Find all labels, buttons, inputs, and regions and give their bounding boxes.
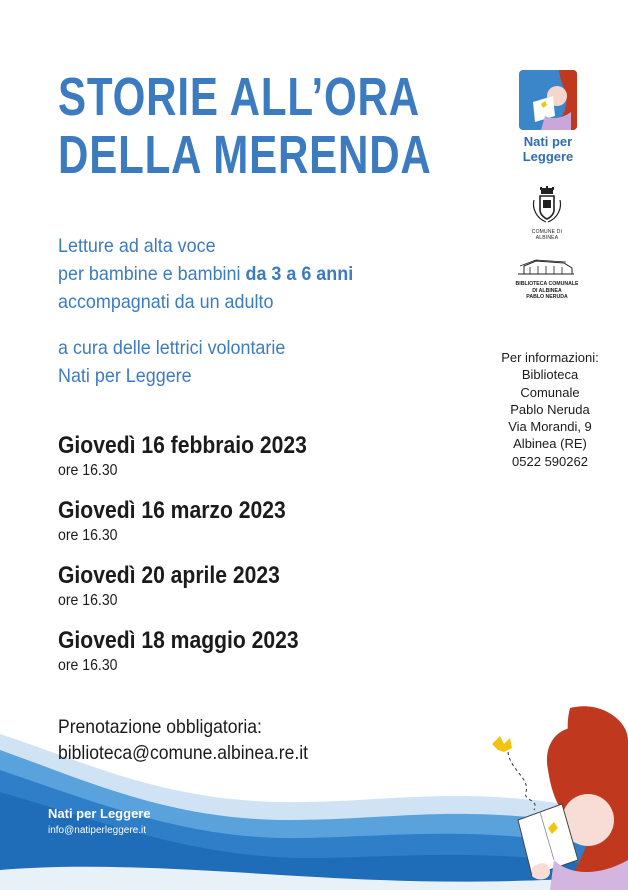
- biblio-caption-line-2: DI ALBINEA: [532, 287, 562, 294]
- contact-info: [498, 349, 602, 470]
- biblio-caption-line-1: BIBLIOTECA COMUNALE: [515, 281, 579, 287]
- reading-child-logo-icon: [519, 70, 577, 130]
- biblioteca-logo: [514, 258, 580, 301]
- date-label: Giovedì 16 febbraio 2023: [58, 432, 307, 459]
- date-label: Giovedì 16 marzo 2023: [58, 497, 286, 524]
- time-label: ore 16.30: [58, 462, 118, 479]
- date-item: [58, 562, 341, 612]
- intro-line-2-prefix: per bambine e bambini: [58, 263, 246, 285]
- footer-email: info@natiperleggere.it: [48, 825, 146, 836]
- library-building-icon: [516, 258, 578, 276]
- intro-line-4: a cura delle lettrici volontarie: [58, 337, 286, 359]
- date-label: Giovedì 18 maggio 2023: [58, 627, 299, 654]
- intro-line-5: Nati per Leggere: [58, 365, 192, 387]
- npl-logo-line-1: Nati per: [523, 134, 573, 149]
- info-line: 0522 590262: [512, 453, 588, 469]
- child-reading-illustration: [470, 700, 628, 890]
- npl-logo-line-2: Leggere: [522, 149, 574, 164]
- butterfly-icon: [492, 736, 512, 752]
- dates-list: [58, 432, 341, 692]
- info-line: Biblioteca: [521, 367, 579, 383]
- intro-line-2: [58, 260, 444, 288]
- booking-label: Prenotazione obbligatoria:: [58, 716, 262, 738]
- time-label: ore 16.30: [58, 592, 118, 609]
- info-line: Via Morandi, 9: [508, 419, 592, 435]
- info-line: Albinea (RE): [513, 436, 587, 452]
- poster-title: [58, 68, 432, 184]
- intro-text: [58, 232, 444, 390]
- time-label: ore 16.30: [58, 657, 118, 674]
- booking-email: biblioteca@comune.albinea.re.it: [58, 742, 309, 764]
- age-range: da 3 a 6 anni: [245, 263, 354, 285]
- title-line-2: DELLA MERENDA: [58, 125, 432, 185]
- date-label: Giovedì 20 aprile 2023: [58, 562, 280, 589]
- biblio-caption-line-3: PABLO NERUDA: [526, 294, 568, 300]
- info-line: Comunale: [520, 384, 580, 400]
- title-line-1: STORIE ALL’ORA: [58, 67, 420, 127]
- date-item: [58, 497, 341, 547]
- time-label: ore 16.30: [58, 527, 118, 544]
- date-item: [58, 627, 341, 677]
- comune-albinea-logo: [522, 186, 572, 241]
- footer-brand: Nati per Leggere: [48, 806, 151, 821]
- intro-line-3: accompagnati da un adulto: [58, 291, 274, 313]
- coat-of-arms-icon: [530, 186, 564, 224]
- booking-info: [58, 714, 308, 766]
- date-item: [58, 432, 341, 482]
- info-line: Per informazioni:: [501, 350, 599, 365]
- intro-line-1: Letture ad alta voce: [58, 235, 216, 257]
- comune-caption: COMUNE DI ALBINEA: [531, 229, 563, 241]
- nati-per-leggere-logo: [519, 70, 577, 164]
- info-line: Pablo Neruda: [510, 401, 590, 417]
